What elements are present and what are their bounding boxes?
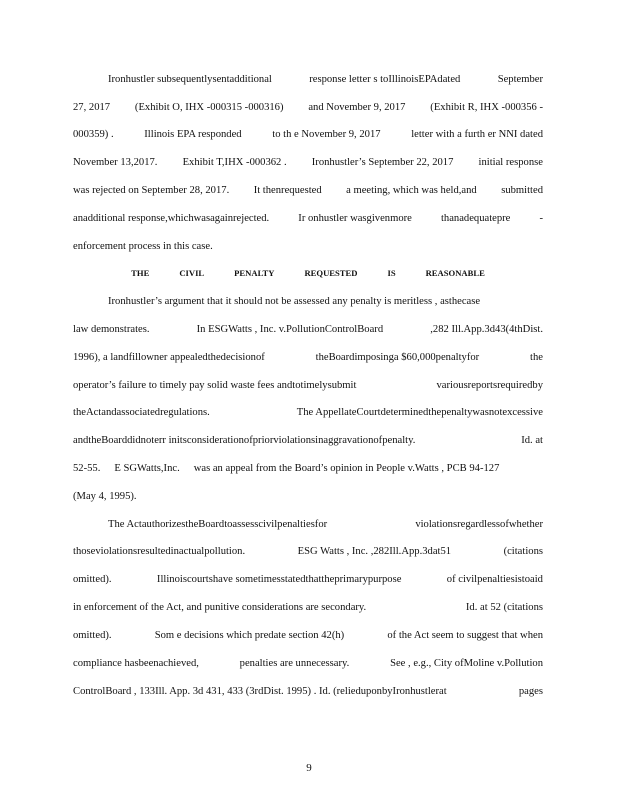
text-line: [73, 101, 543, 115]
text-segment: Ironhustler subsequentlysentadditional: [108, 74, 272, 85]
text-segment: Id. at 52 (citations: [465, 602, 543, 613]
text-segment: omitted).: [73, 574, 112, 585]
text-segment: operator’s failure to timely pay solid waste fees andtotimelysubmit: [73, 380, 357, 391]
text-line: [73, 212, 543, 226]
text-segment: (Exhibit O, IHX -000315 -000316): [134, 102, 284, 113]
text-segment: ,282 Ill.App.3d43(4thDist.: [430, 324, 543, 335]
text-line: [73, 573, 543, 587]
text-line: [73, 462, 543, 476]
text-segment: ControlBoard , 133Ill. App. 3d 431, 433 (3rdDist. 1995) . Id. (relieduponbyIronhustlerat: [73, 686, 447, 697]
text-segment: of civilpenaltiesistoaid: [446, 574, 543, 585]
text-segment: (Exhibit R, IHX -000356 -: [430, 102, 543, 113]
text-segment: theActandassociatedregulations.: [73, 407, 210, 418]
text-line: [73, 685, 543, 699]
text-segment: In ESGWatts , Inc. v.PollutionControlBoard: [196, 324, 384, 335]
text-segment: thanadequatepre: [440, 213, 511, 224]
text-segment: Ir onhustler wasgivenmore: [298, 213, 412, 224]
text-segment: a meeting, which was held,and: [346, 185, 477, 196]
text-line: [73, 323, 543, 337]
text-segment: andtheBoarddidnoterr initsconsiderationofpriorviolationsinaggravationofpenalty.: [73, 435, 416, 446]
text-segment: Ironhustler’s September 22, 2017: [311, 157, 454, 168]
text-line: [73, 490, 543, 504]
text-segment: was rejected on September 28, 2017.: [73, 185, 230, 196]
text-segment: (May 4, 1995).: [73, 491, 137, 502]
text-segment: September: [497, 74, 543, 85]
text-line: [73, 351, 543, 365]
text-segment: 27, 2017: [73, 102, 111, 113]
text-segment: Ironhustler’s argument that it should not be assessed any penalty is meritless , asthecase: [108, 296, 481, 307]
text-line: [108, 518, 543, 532]
text-segment: 1996), a landfillowner appealedthedecisionof: [73, 352, 265, 363]
text-segment: theBoardimposinga $60,000penaltyfor: [315, 352, 480, 363]
heading-word: REQUESTED: [304, 268, 358, 278]
text-segment: The ActauthorizestheBoardtoassesscivilpenaltiesfor: [108, 519, 328, 530]
text-segment: variousreportsrequiredby: [436, 380, 543, 391]
text-segment: Id. at: [521, 435, 543, 446]
text-segment: and November 9, 2017: [308, 102, 406, 113]
text-segment: Illinoiscourtshave sometimesstatedthattheprimarypurpose: [156, 574, 402, 585]
text-segment: initial response: [478, 157, 543, 168]
text-line: [73, 128, 543, 142]
text-segment: violationsregardlessofwhether: [415, 519, 543, 530]
text-segment: -: [539, 213, 543, 224]
text-segment: was an appeal from the Board’s opinion in People v.Watts , PCB 94-127: [193, 463, 500, 474]
heading-word: CIVIL: [179, 268, 205, 278]
text-line: [73, 629, 543, 643]
text-segment: of the Act seem to suggest that when: [387, 630, 543, 641]
text-line: [73, 545, 543, 559]
text-segment: ESG Watts , Inc. ,282Ill.App.3dat51: [297, 546, 452, 557]
text-line: [73, 657, 543, 671]
text-line: [108, 295, 543, 309]
text-segment: November 13,2017.: [73, 157, 158, 168]
text-segment: It thenrequested: [253, 185, 322, 196]
text-segment: the: [530, 352, 543, 363]
heading-word: THE: [131, 268, 150, 278]
text-line: [73, 240, 543, 254]
page-number: 9: [306, 762, 312, 774]
text-segment: anadditional response,whichwasagainrejected.: [73, 213, 270, 224]
text-segment: response letter s toIllinoisEPAdated: [309, 74, 461, 85]
text-line: [73, 379, 543, 393]
text-segment: The AppellateCourtdeterminedthepenaltywasnotexcessive: [296, 407, 543, 418]
text-segment: (citations: [503, 546, 543, 557]
text-segment: compliance hasbeenachieved,: [73, 658, 199, 669]
heading-word: REASONABLE: [425, 268, 485, 278]
text-segment: law demonstrates.: [73, 324, 150, 335]
heading-word: PENALTY: [234, 268, 275, 278]
text-segment: thoseviolationsresultedinactualpollution.: [73, 546, 246, 557]
text-segment: submitted: [501, 185, 543, 196]
text-line: [73, 184, 543, 198]
text-segment: Som e decisions which predate section 42(h): [154, 630, 345, 641]
text-segment: to th e November 9, 2017: [272, 129, 381, 140]
text-segment: letter with a furth er NNI dated: [411, 129, 543, 140]
section-heading: [73, 268, 543, 278]
text-line: [108, 73, 543, 87]
text-segment: E SGWatts,Inc.: [114, 463, 180, 474]
text-line: [73, 434, 543, 448]
text-segment: enforcement process in this case.: [73, 241, 213, 252]
text-segment: omitted).: [73, 630, 112, 641]
text-segment: 52-55.: [73, 463, 101, 474]
text-segment: Exhibit T,IHX -000362 .: [182, 157, 287, 168]
text-segment: Illinois EPA responded: [144, 129, 242, 140]
text-line: [73, 601, 543, 615]
text-segment: 000359) .: [73, 129, 114, 140]
text-segment: in enforcement of the Act, and punitive considerations are secondary.: [73, 602, 367, 613]
text-line: [73, 156, 543, 170]
heading-word: IS: [387, 268, 396, 278]
text-segment: penalties are unnecessary.: [239, 658, 350, 669]
text-segment: pages: [518, 686, 543, 697]
text-line: [73, 406, 543, 420]
text-segment: See , e.g., City ofMoline v.Pollution: [390, 658, 543, 669]
